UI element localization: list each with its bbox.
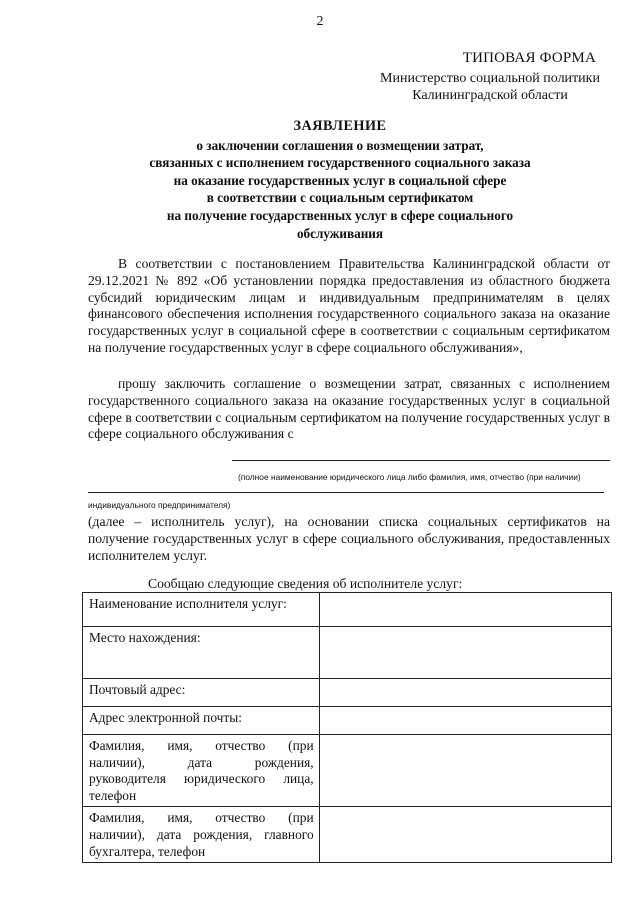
title-main: ЗАЯВЛЕНИЕ xyxy=(293,118,387,134)
paragraph-request: прошу заключить соглашение о возмещении затрат, связанных с исполнением государственного социального заказа на оказание государственных услуг в социальной сфере в соответствии с социальным сертификатом на получение государственных услуг в сфере социального обслуживания с xyxy=(88,376,610,442)
ministry-block xyxy=(360,70,620,104)
row-label-provider-name: Наименование исполнителя услуг: xyxy=(83,593,320,627)
row-value-director[interactable] xyxy=(319,735,611,807)
row-label-chief-accountant: Фамилия, имя, отчество (при наличии), дата рождения, главного бухгалтера, телефон xyxy=(83,807,320,863)
table-row xyxy=(83,679,612,707)
title-line-1: о заключении соглашения о возмещении затрат, xyxy=(196,137,484,153)
applicant-name-line-2[interactable] xyxy=(88,492,604,493)
page-number: 2 xyxy=(316,14,324,29)
row-label-location: Место нахождения: xyxy=(83,627,320,679)
title-line-5: на получение государственных услуг в сфере социального xyxy=(166,207,514,223)
ministry-line-2: Калининградской области xyxy=(412,88,568,103)
row-value-postal-address[interactable] xyxy=(319,679,611,707)
title-line-3: на оказание государственных услуг в социальной сфере xyxy=(173,172,507,188)
paragraph-basis: В соответствии с постановлением Правительства Калининградской области от 29.12.2021 № 892 «Об установлении порядка предоставления из областного бюджета субсидий юридическим лицам и индивидуальным предпринимателям в целях финансового обеспечения исполнения государственного социального заказа на оказание государственных услуг в социальной сфере в соответствии с социальным сертификатом на получение государственных услуг в сфере социального обслуживания», xyxy=(88,256,610,355)
row-label-director: Фамилия, имя, отчество (при наличии), дата рождения, руководителя юридического лица, телефон xyxy=(83,735,320,807)
applicant-name-line[interactable] xyxy=(232,460,610,461)
row-value-chief-accountant[interactable] xyxy=(319,807,611,863)
table-row xyxy=(83,807,612,863)
paragraph-continuation: (далее – исполнитель услуг), на основании списка социальных сертификатов на получение государственных услуг в сфере социального обслуживания, предоставленных исполнителем услуг. xyxy=(88,514,610,563)
applicant-name-hint-2: индивидуального предпринимателя) xyxy=(88,500,231,510)
row-value-email[interactable] xyxy=(319,707,611,735)
title-line-4: в соответствии с социальным сертификатом xyxy=(206,190,474,206)
table-row xyxy=(83,627,612,679)
document-title xyxy=(110,118,570,242)
row-label-email: Адрес электронной почты: xyxy=(83,707,320,735)
table-row xyxy=(83,707,612,735)
title-line-2: связанных с исполнением государственного социального заказа xyxy=(149,155,531,171)
form-type-label: ТИПОВАЯ ФОРМА xyxy=(462,50,596,66)
provider-info-table xyxy=(82,592,612,863)
table-row xyxy=(83,593,612,627)
table-row xyxy=(83,735,612,807)
paragraph-info-intro: Сообщаю следующие сведения об исполнителе услуг: xyxy=(148,576,463,591)
row-label-postal-address: Почтовый адрес: xyxy=(83,679,320,707)
row-value-provider-name[interactable] xyxy=(319,593,611,627)
row-value-location[interactable] xyxy=(319,627,611,679)
ministry-line-1: Министерство социальной политики xyxy=(380,71,600,86)
title-line-6: обслуживания xyxy=(296,225,384,241)
applicant-name-hint: (полное наименование юридического лица либо фамилия, имя, отчество (при наличии) xyxy=(238,472,581,482)
